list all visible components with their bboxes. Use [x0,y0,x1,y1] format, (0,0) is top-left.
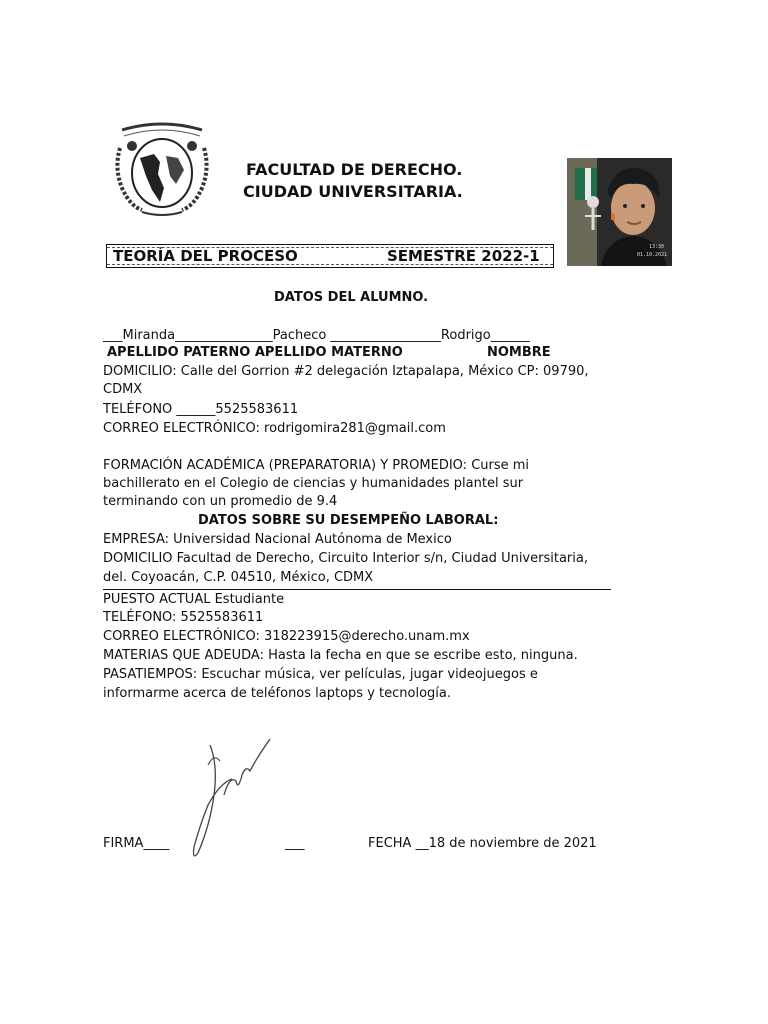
handwritten-signature [180,735,280,869]
course-name: TEORÍA DEL PROCESO [113,247,298,265]
student-photo [567,158,672,266]
address-divider [103,589,611,590]
education-line1: FORMACIÓN ACADÉMICA (PREPARATORIA) Y PROMEDIO: Curse mi [103,458,530,473]
student-names-line: ___Miranda_______________Pacheco _________________Rodrigo______ [103,328,530,343]
work-phone: TELÉFONO: 5525583611 [103,610,264,625]
student-phone: TELÉFONO ______5525583611 [103,402,299,417]
work-section-title: DATOS SOBRE SU DESEMPEÑO LABORAL: [198,513,499,528]
course-header-box [106,244,554,268]
signature-blank: ___ [285,836,305,851]
unam-seal-logo [112,118,212,218]
date-label: FECHA __18 de noviembre de 2021 [368,836,597,851]
education-line2: bachillerato en el Colegio de ciencias y humanidades plantel sur [103,476,524,491]
surname-labels: APELLIDO PATERNO APELLIDO MATERNO [107,345,403,360]
work-email: CORREO ELECTRÓNICO: 318223915@derecho.unam.mx [103,629,470,644]
photo-date-stamp: 01.10.2021 [637,252,668,258]
signature-label: FIRMA____ [103,836,170,851]
student-section-title: DATOS DEL ALUMNO. [274,290,429,305]
hobbies-line1: PASATIEMPOS: Escuchar música, ver películas, jugar videojuegos e [103,667,538,682]
education-line3: terminando con un promedio de 9.4 [103,494,338,509]
work-position: PUESTO ACTUAL Estudiante [103,592,285,607]
work-company: EMPRESA: Universidad Nacional Autónoma de Mexico [103,532,452,547]
student-address-line1: DOMICILIO: Calle del Gorrion #2 delegación Iztapalapa, México CP: 09790, [103,364,589,379]
work-address-line1: DOMICILIO Facultad de Derecho, Circuito Interior s/n, Ciudad Universitaria, [103,551,588,566]
faculty-title: FACULTAD DE DERECHO. [246,160,463,179]
hobbies-line2: informarme acerca de teléfonos laptops y tecnología. [103,686,451,701]
photo-time-stamp: 13:30 [649,244,665,250]
pending-subjects: MATERIAS QUE ADEUDA: Hasta la fecha en que se escribe esto, ninguna. [103,648,578,663]
student-email: CORREO ELECTRÓNICO: rodrigomira281@gmail.com [103,421,446,436]
campus-title: CIUDAD UNIVERSITARIA. [243,182,463,201]
work-address-line2: del. Coyoacán, C.P. 04510, México, CDMX [103,570,374,585]
semester-label: SEMESTRE 2022-1 [387,247,540,265]
name-label: NOMBRE [487,345,551,360]
student-address-line2: CDMX [103,382,143,397]
